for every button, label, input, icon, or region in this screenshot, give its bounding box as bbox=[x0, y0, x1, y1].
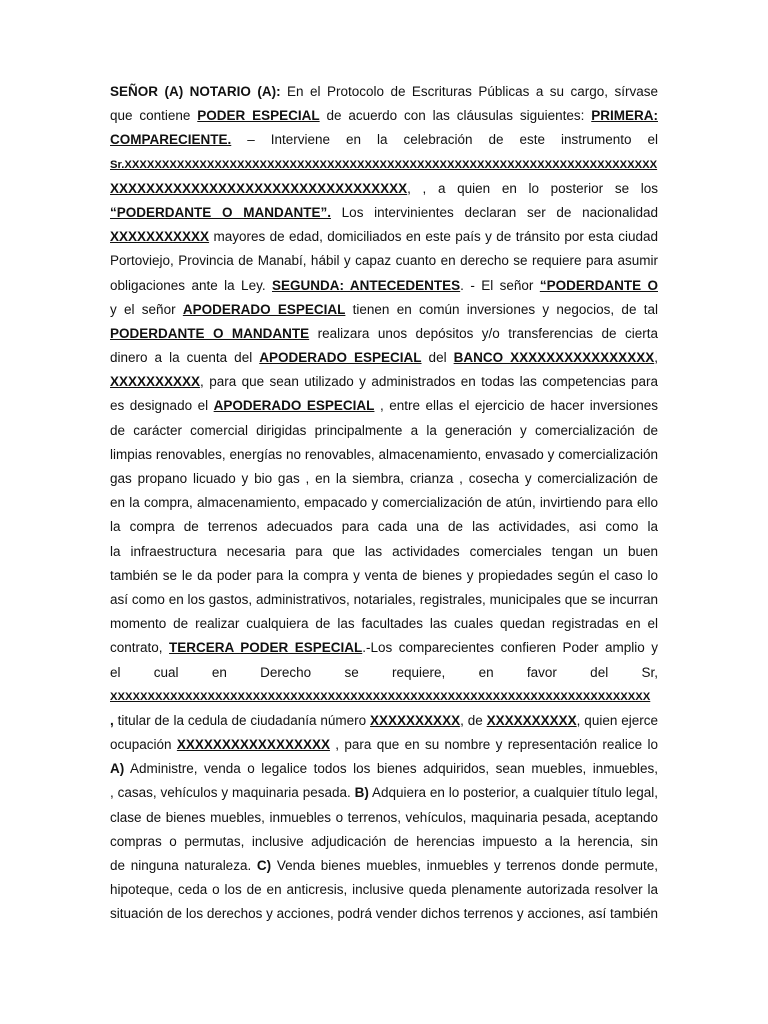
text-line: es designado el APODERADO ESPECIAL , entre ellas el ejercicio de hacer inversiones bbox=[110, 398, 658, 414]
text-line: “PODERDANTE O MANDANTE”. Los intervinientes declaran ser de nacionalidad bbox=[110, 204, 658, 220]
text-line: XXXXXXXXXXX mayores de edad, domiciliados en este país y de tránsito por esta ciudad bbox=[110, 229, 658, 245]
text-line: , casas, vehículos y maquinaria pesada. B) Adquiera en lo posterior, a cualquier título legal, bbox=[110, 785, 658, 801]
text-line: ocupación XXXXXXXXXXXXXXXXX , para que en su nombre y representación realice lo bbox=[110, 737, 658, 753]
text-line: XXXXXXXXXXXXXXXXXXXXXXXXXXXXXXXXX, , a quien en lo posterior se los bbox=[110, 180, 658, 196]
text-line: contrato, TERCERA PODER ESPECIAL.-Los comparecientes confieren Poder amplio y bbox=[110, 640, 658, 656]
text-line: XXXXXXXXXX, para que sean utilizado y administrados en todas las competencias para bbox=[110, 374, 658, 390]
text-line: PODERDANTE O MANDANTE realizara unos depósitos y/o transferencias de cierta bbox=[110, 325, 658, 341]
text-line: compras o permutas, inclusive adjudicación de herencias impuesto a la herencia, sin bbox=[110, 833, 658, 849]
text-line: en la compra, almacenamiento, empacado y comercialización de atún, invirtiendo para ello bbox=[110, 495, 658, 511]
text-line: XXXXXXXXXXXXXXXXXXXXXXXXXXXXXXXXXXXXXXXXXXXXXXXXXXXXXXXXXXXXXXXXXXXXXXXX bbox=[110, 690, 651, 703]
document-body bbox=[110, 80, 658, 927]
text-line: obligaciones ante la Ley. SEGUNDA: ANTECEDENTES. - El señor “PODERDANTE O bbox=[110, 277, 658, 293]
text-line: hipoteque, ceda o los de en anticresis, inclusive queda plenamente autorizada resolver la bbox=[110, 882, 658, 898]
text-line: que contiene PODER ESPECIAL de acuerdo con las cláusulas siguientes: PRIMERA: bbox=[110, 108, 658, 124]
text-line: limpias renovables, energías no renovables, almacenamiento, envasado y comercialización bbox=[110, 446, 658, 462]
text-line: la compra de terrenos adecuados para cada una de las actividades, asi como la bbox=[110, 519, 658, 535]
text-line: momento de realizar cualquiera de las facultades las cuales quedan registradas en el bbox=[110, 616, 658, 632]
text-line: de ninguna naturaleza. C) Venda bienes muebles, inmuebles y terrenos donde permute, bbox=[110, 858, 658, 873]
text-line: COMPARECIENTE. – Interviene en la celebración de este instrumento el bbox=[110, 132, 658, 148]
text-line: situación de los derechos y acciones, podrá vender dichos terrenos y acciones, así también bbox=[110, 906, 658, 922]
text-line: gas propano licuado y bio gas , en la siembra, crianza , cosecha y comercialización de bbox=[110, 471, 658, 486]
text-line: de carácter comercial dirigidas principalmente a la generación y comercialización de bbox=[110, 422, 658, 438]
text-line: Portoviejo, Provincia de Manabí, hábil y capaz cuanto en derecho se requiere para asumir bbox=[110, 253, 658, 269]
text-line: A) Administre, venda o legalice todos los bienes adquiridos, sean muebles, inmuebles, bbox=[110, 761, 658, 777]
text-line: el cual en Derecho se requiere, en favor del Sr, bbox=[110, 664, 658, 680]
text-line: también se le da poder para la compra y venta de bienes y propiedades según el caso lo bbox=[110, 567, 658, 583]
text-line: así como en los gastos, administrativos, notariales, registrales, municipales que se incurran bbox=[110, 591, 658, 607]
text-line: Sr.XXXXXXXXXXXXXXXXXXXXXXXXXXXXXXXXXXXXXXXXXXXXXXXXXXXXXXXXXXXXXXXXXXXXXXX bbox=[110, 158, 658, 171]
text-line: la infraestructura necesaria para que las actividades comerciales tengan un buen bbox=[110, 543, 658, 559]
text-line: SEÑOR (A) NOTARIO (A): En el Protocolo de Escrituras Públicas a su cargo, sírvase bbox=[110, 84, 658, 99]
text-line: , titular de la cedula de ciudadanía número XXXXXXXXXX, de XXXXXXXXXX, quien ejerce bbox=[110, 712, 658, 728]
text-line: clase de bienes muebles, inmuebles o terrenos, vehículos, maquinaria pesada, aceptando bbox=[110, 809, 658, 825]
text-line: dinero a la cuenta del APODERADO ESPECIAL del BANCO XXXXXXXXXXXXXXXX, bbox=[110, 350, 658, 366]
text-line: y el señor APODERADO ESPECIAL tienen en común inversiones y negocios, de tal bbox=[110, 301, 658, 317]
